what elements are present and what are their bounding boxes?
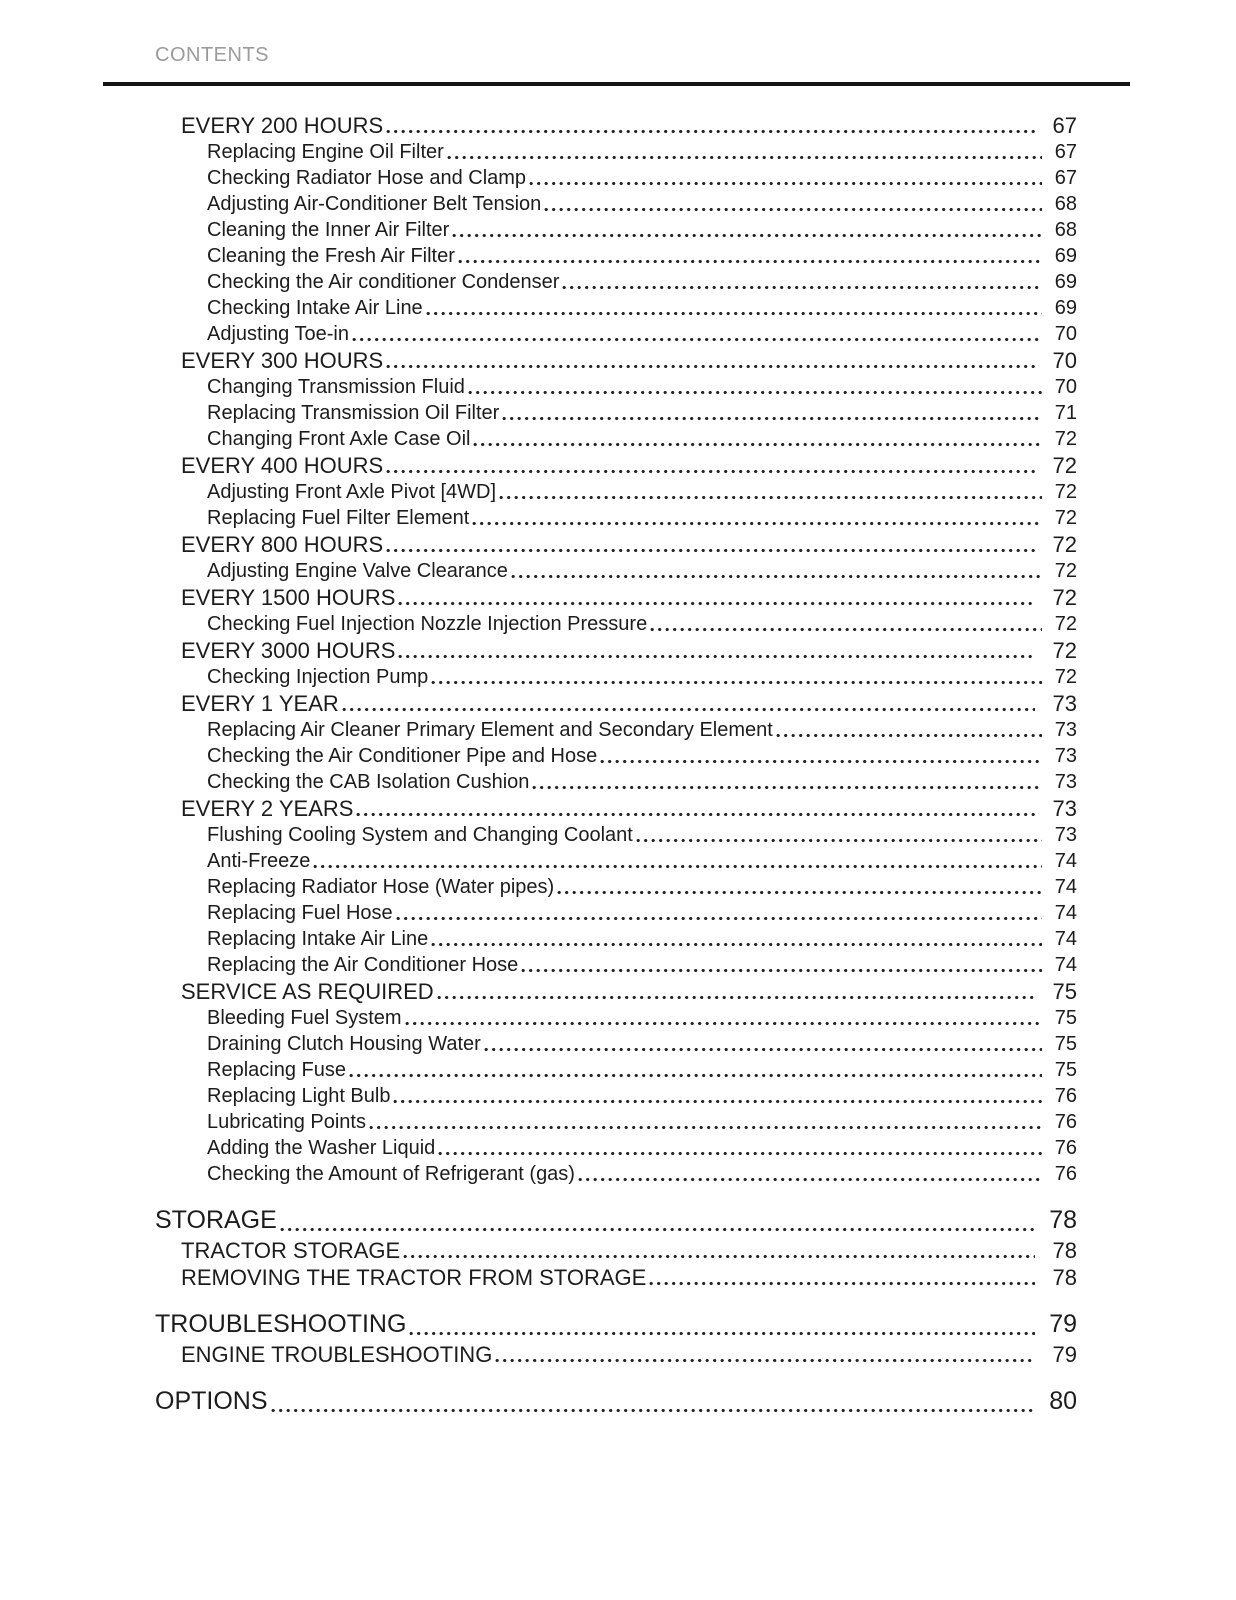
- toc-entry: [207, 664, 1077, 690]
- toc-entry-page: 75: [1052, 979, 1077, 1004]
- toc-entry-label: EVERY 300 HOURS: [181, 348, 384, 373]
- toc-entry-label: Adding the Washer Liquid: [207, 1137, 436, 1159]
- dot-leader: [473, 441, 1042, 448]
- toc-entry-page: 73: [1052, 796, 1077, 821]
- toc-entry-label: Replacing the Air Conditioner Hose: [207, 954, 519, 976]
- toc-entry-page: 72: [1054, 560, 1077, 582]
- toc-entry: [207, 952, 1077, 978]
- dot-leader: [386, 363, 1035, 370]
- dot-leader: [398, 600, 1035, 607]
- toc-entry-page: 74: [1054, 876, 1077, 898]
- dot-leader: [342, 706, 1035, 713]
- dot-leader: [452, 232, 1042, 239]
- dot-leader: [502, 415, 1042, 422]
- toc-entry-page: 70: [1052, 348, 1077, 373]
- toc-entry-label: Cleaning the Fresh Air Filter: [207, 245, 455, 267]
- toc-entry-label: EVERY 1500 HOURS: [181, 585, 396, 610]
- toc-entry: [207, 558, 1077, 584]
- dot-leader: [495, 1357, 1035, 1364]
- toc-entry: [207, 822, 1077, 848]
- toc-entry: [207, 900, 1077, 926]
- dot-leader: [484, 1046, 1042, 1053]
- toc-entry-label: Checking the Air conditioner Condenser: [207, 271, 560, 293]
- toc-entry-label: Adjusting Toe-in: [207, 323, 349, 345]
- dot-leader: [499, 494, 1042, 501]
- toc-entry-label: Adjusting Front Axle Pivot [4WD]: [207, 481, 497, 503]
- toc-entry-label: REMOVING THE TRACTOR FROM STORAGE: [181, 1265, 647, 1290]
- toc-entry-label: Draining Clutch Housing Water: [207, 1033, 481, 1055]
- toc-entry-page: 70: [1054, 376, 1077, 398]
- dot-leader: [271, 1407, 1035, 1414]
- toc-entry-label: Replacing Transmission Oil Filter: [207, 402, 500, 424]
- dot-leader: [426, 310, 1042, 317]
- toc-entry-page: 76: [1054, 1111, 1077, 1133]
- toc-entry-label: Checking the Amount of Refrigerant (gas): [207, 1163, 575, 1185]
- toc-entry: [207, 191, 1077, 217]
- dot-leader: [521, 967, 1042, 974]
- toc-entry: [207, 1005, 1077, 1031]
- dot-leader: [369, 1124, 1042, 1131]
- toc-entry-page: 73: [1054, 745, 1077, 767]
- toc-entry-page: 76: [1054, 1163, 1077, 1185]
- toc-entry-page: 75: [1054, 1059, 1077, 1081]
- toc-entry: [207, 1109, 1077, 1135]
- toc-entry-label: EVERY 1 YEAR: [181, 691, 339, 716]
- dot-leader: [472, 520, 1042, 527]
- dot-leader: [544, 206, 1042, 213]
- toc-entry-page: 69: [1054, 297, 1077, 319]
- toc-entry: [155, 1203, 1077, 1237]
- dot-leader: [398, 653, 1035, 660]
- toc-entry-page: 72: [1054, 428, 1077, 450]
- toc-entry: [207, 426, 1077, 452]
- toc-entry-page: 72: [1052, 532, 1077, 557]
- toc-entry-label: TRACTOR STORAGE: [181, 1238, 401, 1263]
- toc-entry-page: 73: [1052, 691, 1077, 716]
- toc-entry: [181, 978, 1077, 1005]
- toc-entry: [207, 611, 1077, 637]
- toc-entry-page: 73: [1054, 719, 1077, 741]
- toc-entry: [181, 1237, 1077, 1264]
- toc-entry: [207, 269, 1077, 295]
- dot-leader: [447, 154, 1042, 161]
- dot-leader: [529, 180, 1042, 187]
- toc-entry: [207, 295, 1077, 321]
- dot-leader: [578, 1176, 1042, 1183]
- toc-entry: [181, 584, 1077, 611]
- toc-entry-label: Changing Transmission Fluid: [207, 376, 465, 398]
- dot-leader: [349, 1072, 1042, 1079]
- toc-entry-page: 72: [1054, 613, 1077, 635]
- header-divider: [103, 82, 1130, 86]
- toc-entry-label: Flushing Cooling System and Changing Coolant: [207, 824, 633, 846]
- toc-entry-page: 67: [1054, 167, 1077, 189]
- dot-leader: [356, 811, 1035, 818]
- toc-entry-page: 70: [1054, 323, 1077, 345]
- toc-entry-page: 74: [1054, 928, 1077, 950]
- toc-entry-page: 74: [1054, 902, 1077, 924]
- toc-entry: [207, 1057, 1077, 1083]
- dot-leader: [650, 626, 1042, 633]
- toc-entry-label: Replacing Engine Oil Filter: [207, 141, 444, 163]
- dot-leader: [511, 573, 1042, 580]
- toc-entry-page: 73: [1054, 771, 1077, 793]
- toc-entry-label: Checking Injection Pump: [207, 666, 429, 688]
- toc-entry-label: OPTIONS: [155, 1387, 268, 1415]
- dot-leader: [280, 1226, 1035, 1233]
- toc-entry-page: 72: [1052, 638, 1077, 663]
- toc-entry: [207, 926, 1077, 952]
- toc-entry: [181, 1264, 1077, 1291]
- toc-entry-page: 72: [1052, 453, 1077, 478]
- toc-entry-page: 80: [1049, 1387, 1077, 1415]
- toc-entry-page: 74: [1054, 850, 1077, 872]
- dot-leader: [405, 1020, 1042, 1027]
- dot-leader: [649, 1280, 1035, 1287]
- toc-entry-page: 71: [1054, 402, 1077, 424]
- dot-leader: [468, 389, 1042, 396]
- toc-entry-page: 72: [1054, 481, 1077, 503]
- toc-entry-page: 67: [1052, 113, 1077, 138]
- toc-entry: [207, 1031, 1077, 1057]
- toc-entry: [155, 1307, 1077, 1341]
- toc-entry: [207, 505, 1077, 531]
- toc-entry-page: 78: [1052, 1265, 1077, 1290]
- toc-entry-label: Replacing Fuse: [207, 1059, 346, 1081]
- toc-entry: [207, 165, 1077, 191]
- toc-entry-label: SERVICE AS REQUIRED: [181, 979, 434, 1004]
- toc-entry: [181, 347, 1077, 374]
- dot-leader: [532, 784, 1042, 791]
- toc-entry-label: Checking Intake Air Line: [207, 297, 423, 319]
- toc-entry-page: 69: [1054, 245, 1077, 267]
- toc-entry-page: 75: [1054, 1007, 1077, 1029]
- dot-leader: [600, 758, 1042, 765]
- toc-entry-page: 79: [1052, 1342, 1077, 1367]
- dot-leader: [636, 837, 1042, 844]
- dot-leader: [396, 915, 1042, 922]
- toc-entry: [207, 743, 1077, 769]
- toc-entry: [207, 479, 1077, 505]
- toc-entry: [181, 1341, 1077, 1368]
- dot-leader: [562, 284, 1042, 291]
- toc-entry-label: ENGINE TROUBLESHOOTING: [181, 1342, 493, 1367]
- toc-entry-label: STORAGE: [155, 1206, 277, 1234]
- dot-leader: [403, 1253, 1035, 1260]
- toc-entry: [207, 243, 1077, 269]
- toc-entry-label: Changing Front Axle Case Oil: [207, 428, 471, 450]
- toc-entry-label: Anti-Freeze: [207, 850, 311, 872]
- toc-entry-label: Cleaning the Inner Air Filter: [207, 219, 450, 241]
- toc-entry: [207, 1135, 1077, 1161]
- toc-entry: [207, 1083, 1077, 1109]
- toc-entry-label: Replacing Air Cleaner Primary Element and Secondary Element: [207, 719, 773, 741]
- toc-entry: [181, 452, 1077, 479]
- dot-leader: [313, 863, 1042, 870]
- toc-entry: [207, 400, 1077, 426]
- toc-entry-page: 76: [1054, 1085, 1077, 1107]
- toc-entry-label: Lubricating Points: [207, 1111, 366, 1133]
- toc-entry-label: Adjusting Engine Valve Clearance: [207, 560, 508, 582]
- dot-leader: [458, 258, 1042, 265]
- dot-leader: [776, 732, 1042, 739]
- toc-entry-page: 72: [1054, 507, 1077, 529]
- toc-entry-page: 73: [1054, 824, 1077, 846]
- toc-entry: [181, 795, 1077, 822]
- toc-entry-label: Checking Fuel Injection Nozzle Injection Pressure: [207, 613, 648, 635]
- toc-entry: [155, 1384, 1077, 1418]
- toc-entry-page: 79: [1049, 1310, 1077, 1338]
- toc-entry: [207, 848, 1077, 874]
- toc-entry-label: Adjusting Air-Conditioner Belt Tension: [207, 193, 542, 215]
- toc-entry-label: Checking the CAB Isolation Cushion: [207, 771, 530, 793]
- toc-entry-page: 68: [1054, 219, 1077, 241]
- toc-entry-page: 67: [1054, 141, 1077, 163]
- toc-entry-label: Checking Radiator Hose and Clamp: [207, 167, 527, 189]
- toc-entry-label: Bleeding Fuel System: [207, 1007, 402, 1029]
- toc-entry-label: Replacing Fuel Filter Element: [207, 507, 470, 529]
- toc-entry: [181, 637, 1077, 664]
- toc-entry: [181, 690, 1077, 717]
- toc-entry-page: 78: [1049, 1206, 1077, 1234]
- toc-entry-page: 69: [1054, 271, 1077, 293]
- table-of-contents: [155, 112, 1077, 1418]
- toc-entry-label: TROUBLESHOOTING: [155, 1310, 407, 1338]
- dot-leader: [438, 1150, 1042, 1157]
- dot-leader: [431, 679, 1042, 686]
- toc-entry-label: Replacing Fuel Hose: [207, 902, 393, 924]
- toc-entry: [207, 769, 1077, 795]
- toc-entry-label: EVERY 200 HOURS: [181, 113, 384, 138]
- dot-leader: [431, 941, 1042, 948]
- toc-entry-label: EVERY 800 HOURS: [181, 532, 384, 557]
- toc-entry: [207, 217, 1077, 243]
- toc-entry: [207, 717, 1077, 743]
- dot-leader: [557, 889, 1042, 896]
- toc-entry: [207, 874, 1077, 900]
- toc-entry: [207, 321, 1077, 347]
- page-title: CONTENTS: [155, 44, 269, 66]
- toc-entry-label: EVERY 3000 HOURS: [181, 638, 396, 663]
- toc-entry-page: 78: [1052, 1238, 1077, 1263]
- toc-entry: [207, 139, 1077, 165]
- toc-entry-label: Replacing Intake Air Line: [207, 928, 429, 950]
- toc-entry-page: 74: [1054, 954, 1077, 976]
- dot-leader: [352, 336, 1042, 343]
- toc-entry-label: Replacing Radiator Hose (Water pipes): [207, 876, 555, 898]
- toc-entry-label: Replacing Light Bulb: [207, 1085, 391, 1107]
- toc-entry-label: EVERY 2 YEARS: [181, 796, 354, 821]
- toc-entry: [181, 112, 1077, 139]
- toc-entry-page: 75: [1054, 1033, 1077, 1055]
- dot-leader: [393, 1098, 1042, 1105]
- dot-leader: [386, 128, 1035, 135]
- toc-entry: [207, 1161, 1077, 1187]
- dot-leader: [437, 994, 1035, 1001]
- dot-leader: [386, 547, 1035, 554]
- toc-entry-label: Checking the Air Conditioner Pipe and Hose: [207, 745, 598, 767]
- toc-entry: [181, 531, 1077, 558]
- toc-entry: [207, 374, 1077, 400]
- toc-entry-page: 68: [1054, 193, 1077, 215]
- toc-entry-page: 72: [1054, 666, 1077, 688]
- dot-leader: [386, 468, 1035, 475]
- toc-entry-label: EVERY 400 HOURS: [181, 453, 384, 478]
- toc-entry-page: 76: [1054, 1137, 1077, 1159]
- dot-leader: [409, 1330, 1035, 1337]
- toc-entry-page: 72: [1052, 585, 1077, 610]
